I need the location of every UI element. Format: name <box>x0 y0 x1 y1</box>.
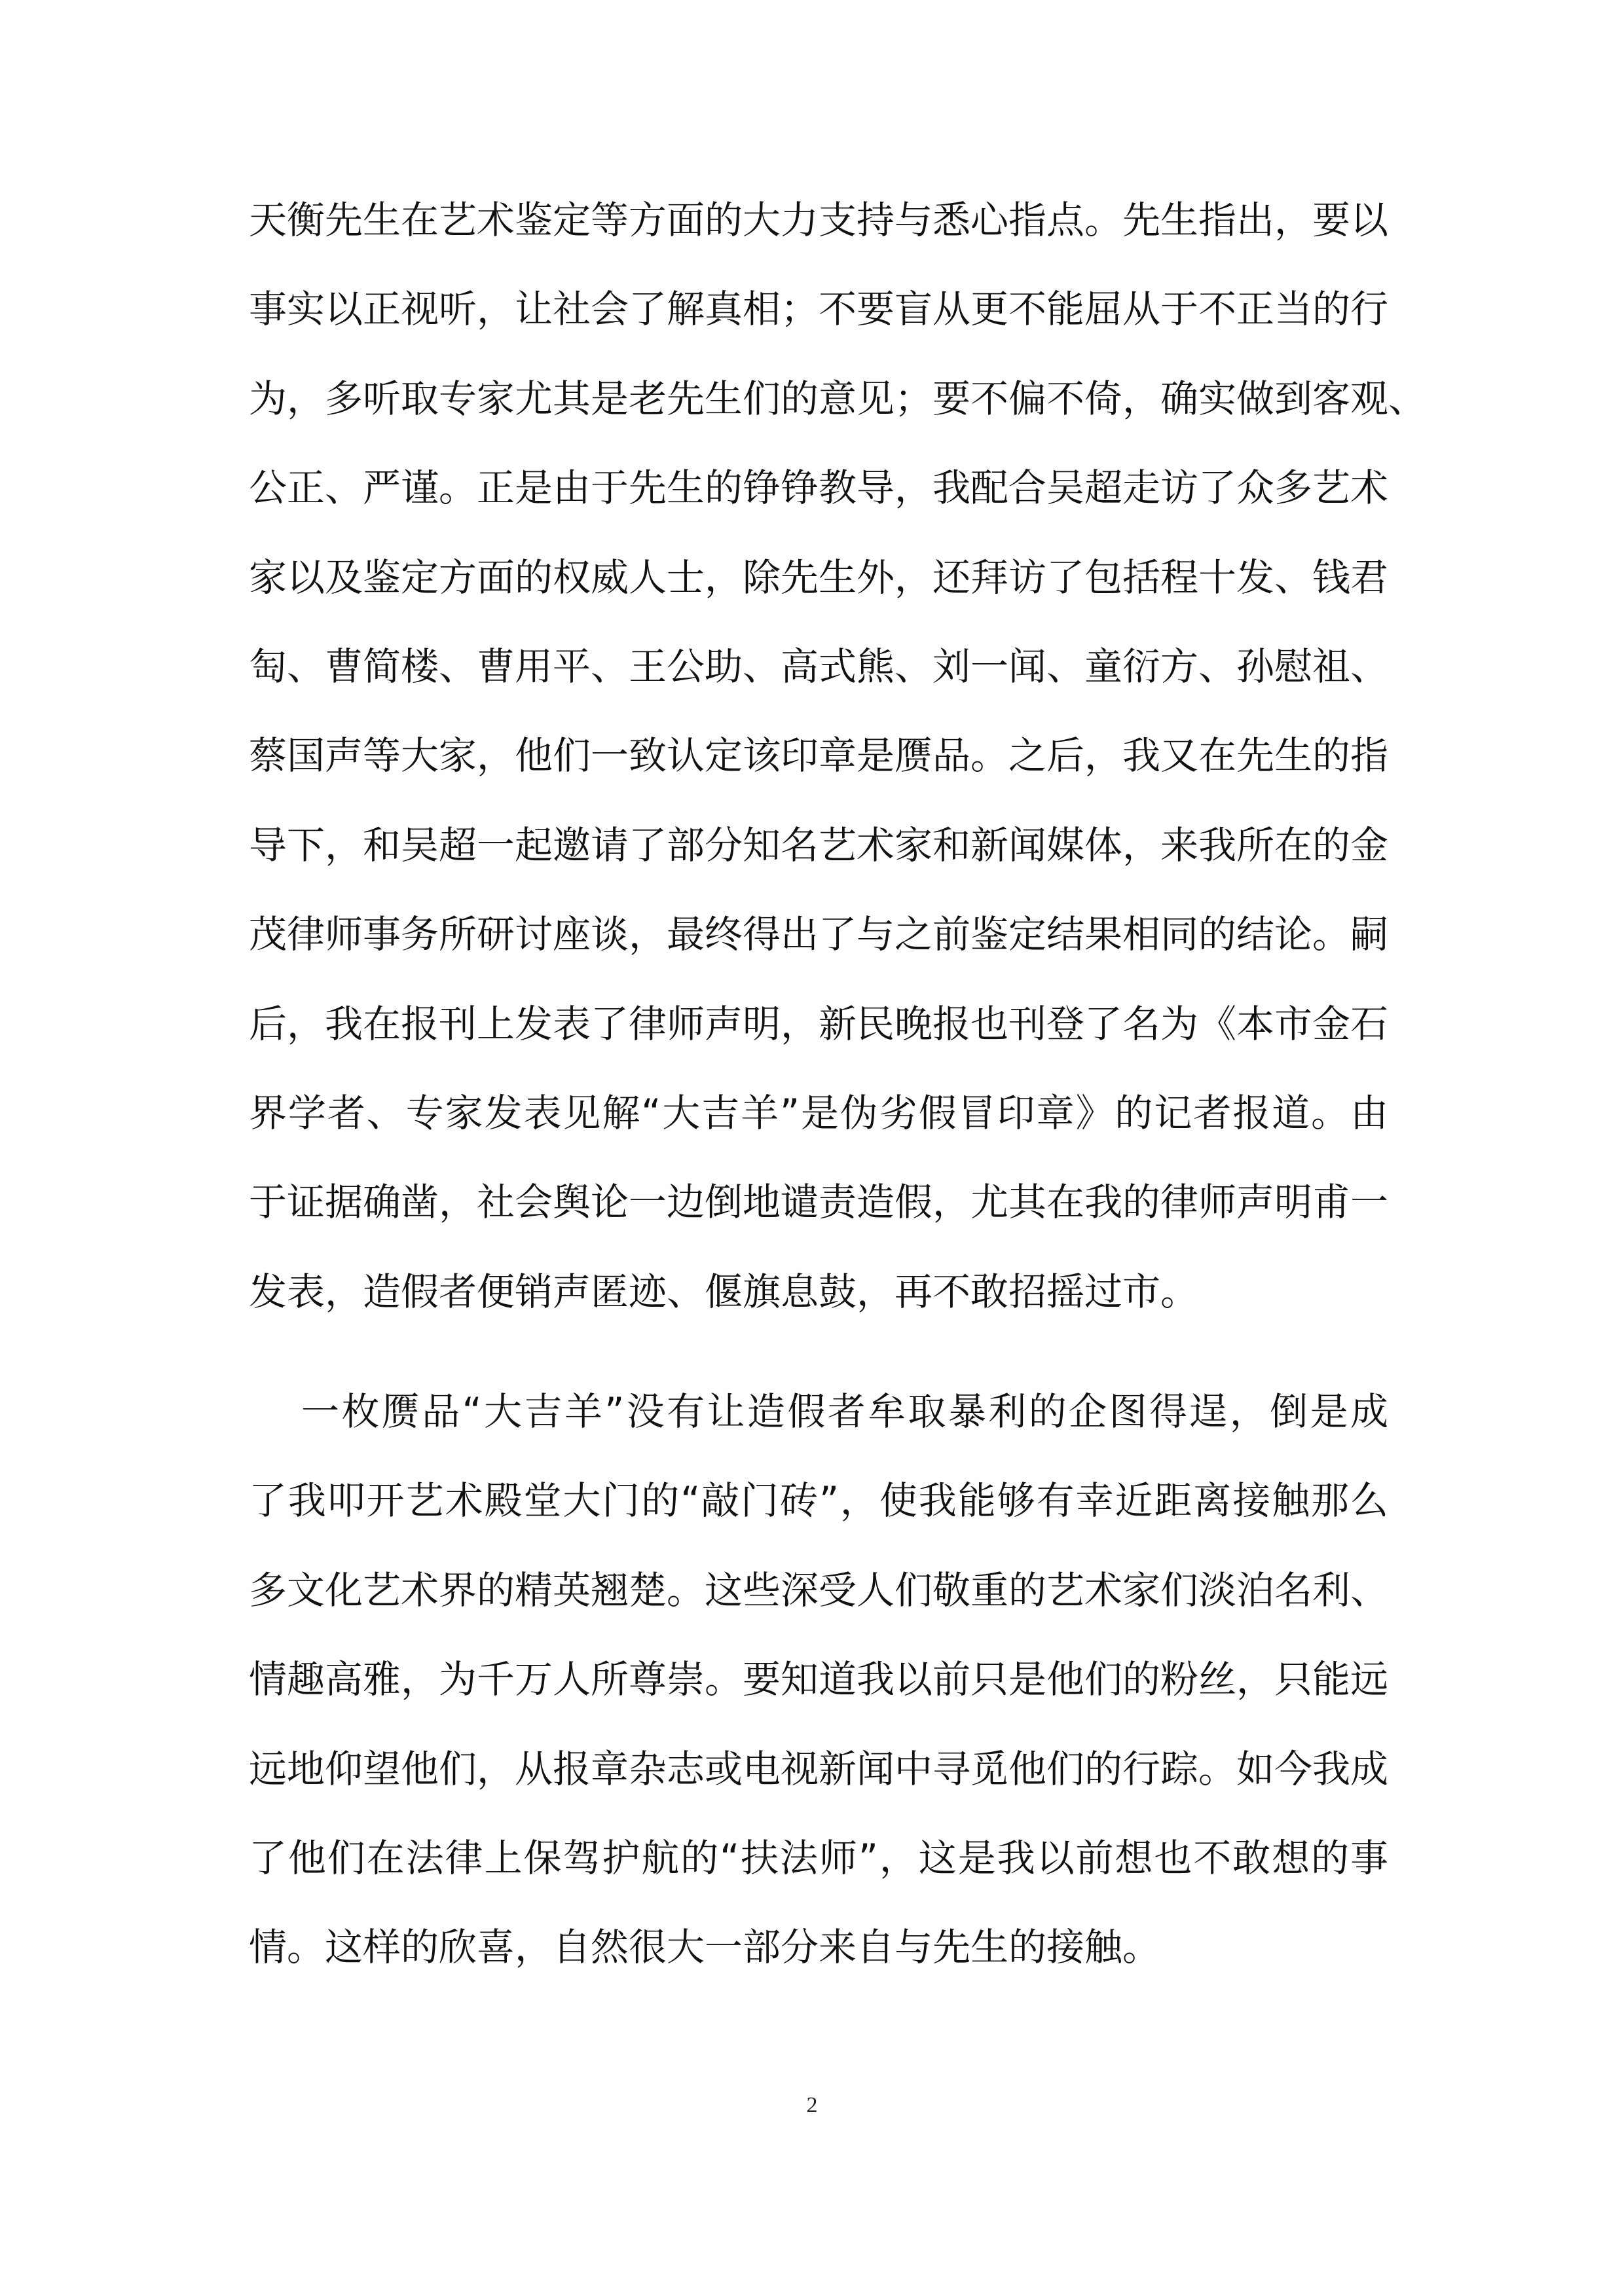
paragraph-line: 茂律师事务所研讨座谈，最终得出了与之前鉴定结果相同的结论。嗣 <box>249 912 1389 957</box>
page-number: 2 <box>806 2093 818 2117</box>
paragraph-line: 情趣高雅，为千万人所尊崇。要知道我以前只是他们的粉丝，只能远 <box>249 1657 1389 1702</box>
paragraph-line: 界学者、专家发表见解“大吉羊”是伪劣假冒印章》的记者报道。由 <box>249 1090 1388 1135</box>
paragraph-line: 导下，和吴超一起邀请了部分知名艺术家和新闻媒体，来我所在的金 <box>249 822 1389 867</box>
paragraph-line: 一枚赝品“大吉羊”没有让造假者牟取暴利的企图得逞，倒是成 <box>301 1389 1388 1434</box>
paragraph-line: 远地仰望他们，从报章杂志或电视新闻中寻觅他们的行踪。如今我成 <box>249 1746 1389 1791</box>
paragraph-line: 发表，造假者便销声匿迹、偃旗息鼓，再不敢招摇过市。 <box>249 1269 1199 1314</box>
paragraph-2 <box>249 1367 1388 1992</box>
paragraph-line: 于证据确凿，社会舆论一边倒地谴责造假，尤其在我的律师声明甫一 <box>249 1180 1389 1225</box>
paragraph-line: 事实以正视听，让社会了解真相；不要盲从更不能屈从于不正当的行 <box>249 287 1389 332</box>
paragraph-line: 了我叩开艺术殿堂大门的“敲门砖”，使我能够有幸近距离接触那么 <box>249 1478 1388 1523</box>
paragraph-line: 家以及鉴定方面的权威人士，除先生外，还拜访了包括程十发、钱君 <box>249 555 1389 600</box>
paragraph-line: 为，多听取专家尤其是老先生们的意见；要不偏不倚，确实做到客观、 <box>249 376 1427 421</box>
paragraph-line: 公正、严谨。正是由于先生的铮铮教导，我配合吴超走访了众多艺术 <box>249 465 1389 511</box>
paragraph-line: 蔡国声等大家，他们一致认定该印章是赝品。之后，我又在先生的指 <box>249 733 1389 778</box>
paragraph-line: 情。这样的欣喜，自然很大一部分来自与先生的接触。 <box>249 1925 1161 1970</box>
paragraph-line: 多文化艺术界的精英翘楚。这些深受人们敬重的艺术家们淡泊名利、 <box>249 1567 1389 1613</box>
paragraph-line: 匋、曹简楼、曹用平、王公助、高式熊、刘一闻、童衍方、孙慰祖、 <box>249 644 1389 689</box>
paragraph-1 <box>249 175 1427 1336</box>
paragraph-line: 了他们在法律上保驾护航的“扶法师”，这是我以前想也不敢想的事 <box>249 1835 1388 1880</box>
paragraph-line: 后，我在报刊上发表了律师声明，新民晚报也刊登了名为《本市金石 <box>249 1001 1389 1046</box>
paragraph-line: 天衡先生在艺术鉴定等方面的大力支持与悉心指点。先生指出，要以 <box>249 198 1389 242</box>
